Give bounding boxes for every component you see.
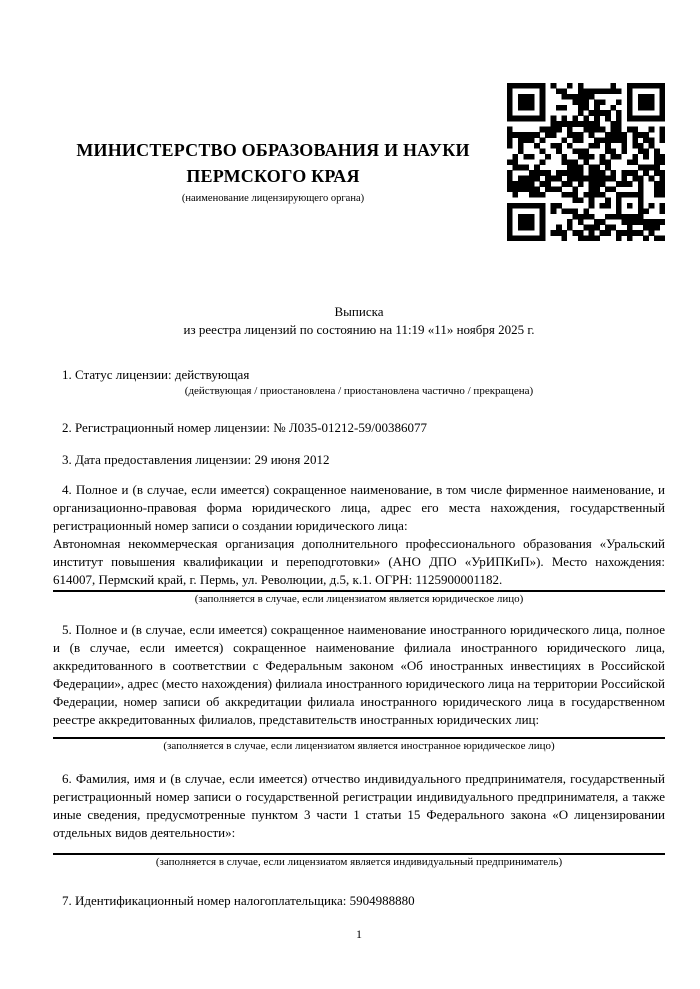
- document-title-line1: Выписка: [334, 304, 384, 319]
- field-legal-entity-question: 4. Полное и (в случае, если имеется) сокращенное наименование, в том числе фирменное наименование, и организационно-правовая форма юридического лица, адрес его места нахождения, государственный регистрационный номер записи о создании юридического лица:: [53, 482, 665, 533]
- field-legal-entity-answer: Автономная некоммерческая организация дополнительного профессионального образования «Уральский институт повышения квалификации и переподготовки» (АНО ДПО «УрИПКиП»). Место нахождения: 614007, Пермский край, г. Пермь, ул. Революции, д.5, к.1. ОГРН: 1125900001182.: [53, 536, 665, 587]
- licensing-authority-block: [53, 83, 507, 206]
- field-individual-entrepreneur-hint: (заполняется в случае, если лицензиатом является индивидуальный предприниматель): [155, 856, 563, 868]
- qr-code-icon: [507, 83, 665, 241]
- document-header: [53, 0, 665, 241]
- document-title: [53, 303, 665, 339]
- license-fields: [53, 366, 665, 910]
- field-license-status-options-hint: (действующая / приостановлена / приостановлена частично / прекращена): [184, 385, 534, 397]
- licensing-authority-caption: (наименование лицензирующего органа): [181, 193, 365, 204]
- field-foreign-entity-question: 5. Полное и (в случае, если имеется) сокращенное наименование иностранного юридического лица, полное и (в случае, если имеется) сокращенное наименование филиала иностранного юридического лица, аккредитованного в соответствии с Федеральным законом «Об иностранных инвестициях в Российской Федерации», адрес (место нахождения) филиала иностранного юридического лица на территории Российской Федерации, номер записи об аккредитации филиала иностранного юридического лица в государственном реестре аккредитованных филиалов, представительств иностранных юридических лиц:: [53, 622, 665, 727]
- field-foreign-entity: [53, 621, 665, 754]
- page-number: 1: [356, 927, 362, 941]
- ministry-name-line1: МИНИСТЕРСТВО ОБРАЗОВАНИЯ И НАУКИ: [76, 140, 470, 160]
- field-foreign-entity-hint: (заполняется в случае, если лицензиатом является иностранное юридическое лицо): [163, 740, 555, 752]
- field-taxpayer-id: 7. Идентификационный номер налогоплательщика: 5904988880: [62, 893, 415, 908]
- field-license-status: 1. Статус лицензии: действующая: [62, 367, 250, 382]
- field-individual-entrepreneur-question: 6. Фамилия, имя и (в случае, если имеется) отчество индивидуального предпринимателя, государственный регистрационный номер записи о государственной регистрации индивидуального предпринимателя, а также иные сведения, предусмотренные пунктом 3 части 1 статьи 15 Федерального закона «О лицензировании отдельных видов деятельности»:: [53, 771, 665, 840]
- field-grant-date: 3. Дата предоставления лицензии: 29 июня 2012: [62, 452, 330, 467]
- ministry-name-line2: ПЕРМСКОГО КРАЯ: [186, 166, 360, 186]
- field-legal-entity-hint: (заполняется в случае, если лицензиатом является юридическое лицо): [194, 593, 524, 605]
- field-registration-number: 2. Регистрационный номер лицензии: № Л035-01212-59/00386077: [62, 420, 428, 435]
- document-title-line2: из реестра лицензий по состоянию на 11:19 «11» ноября 2025 г.: [183, 322, 535, 337]
- field-legal-entity: [53, 481, 665, 607]
- field-individual-entrepreneur: [53, 770, 665, 870]
